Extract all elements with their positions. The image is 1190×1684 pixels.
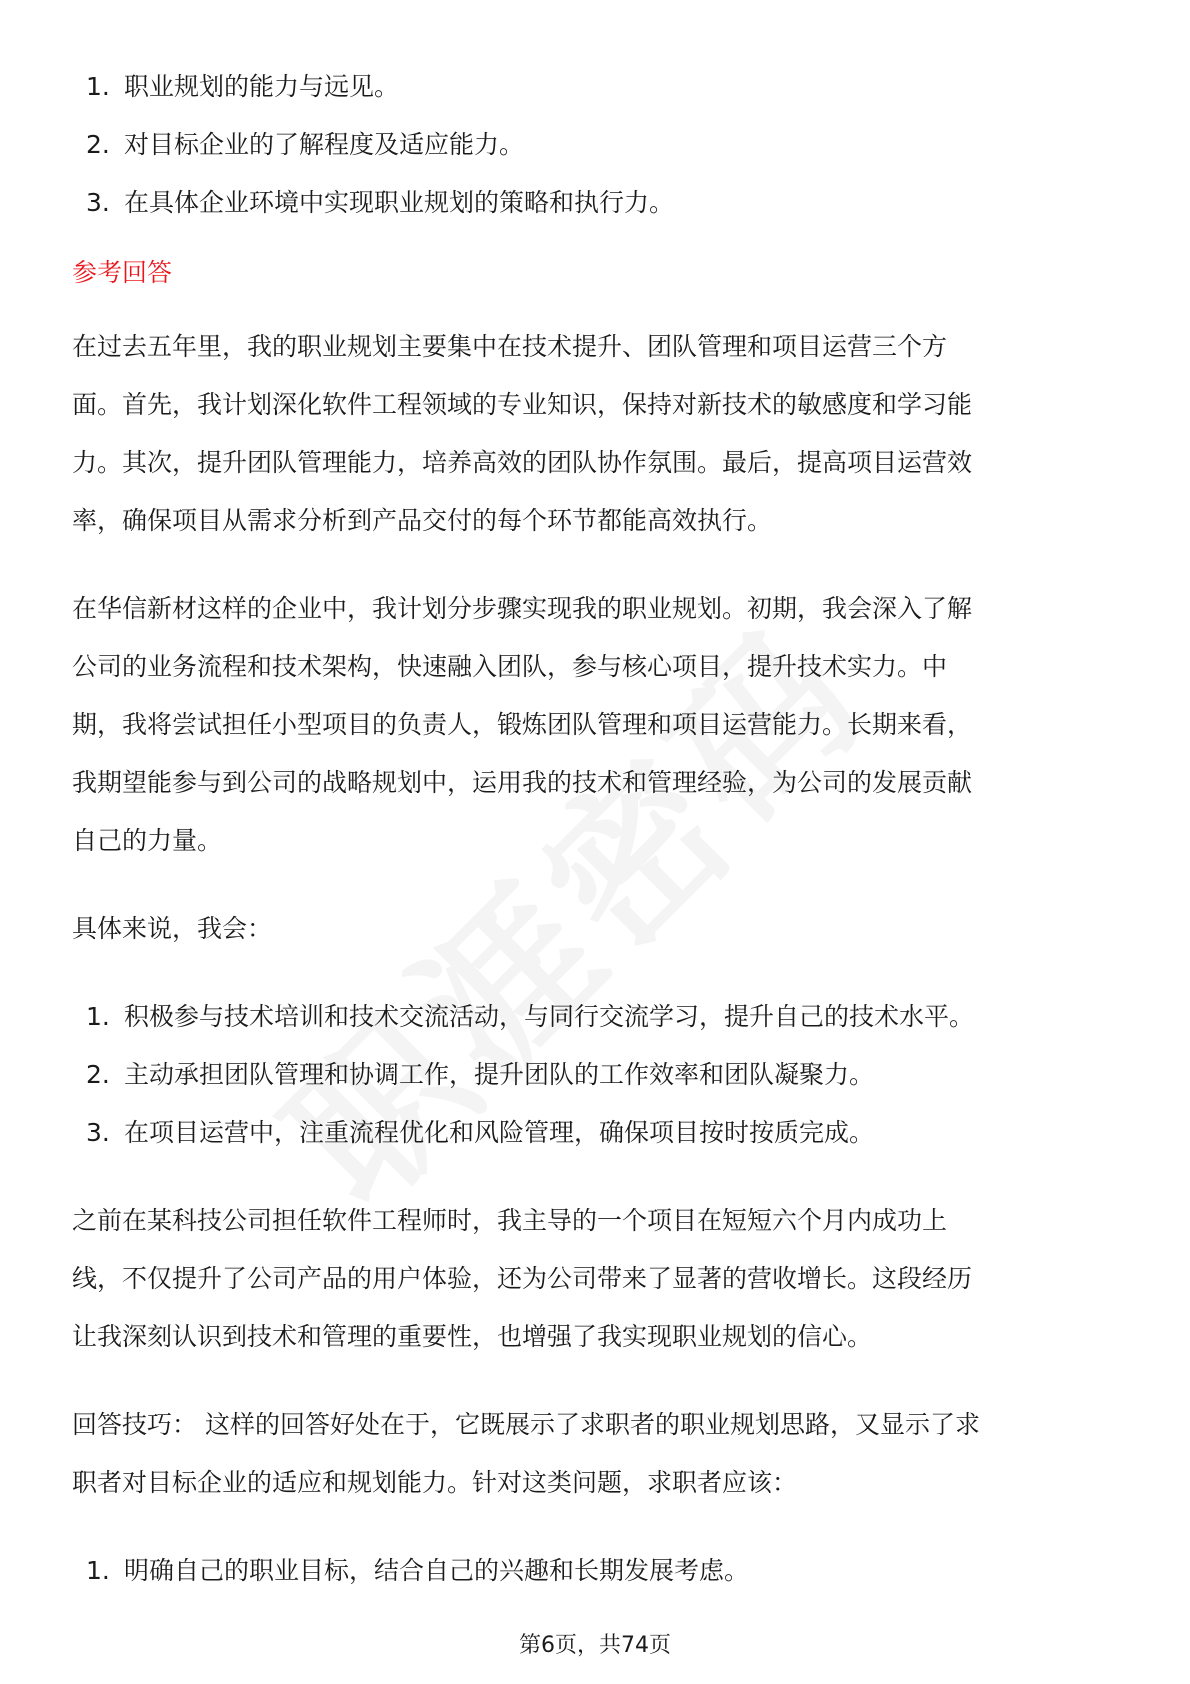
paragraph-line: 让我深刻认识到技术和管理的重要性，也增强了我实现职业规划的信心。 [72,1322,873,1351]
paragraph-line: 回答技巧： 这样的回答好处在于，它既展示了求职者的职业规划思路，又显示了求 [72,1410,980,1439]
list-item: 1. 明确自己的职业目标，结合自己的兴趣和长期发展考虑。 [86,1556,750,1585]
paragraph-line: 期，我将尝试担任小型项目的负责人，锻炼团队管理和项目运营能力。长期来看， [72,710,973,739]
paragraph-line: 线，不仅提升了公司产品的用户体验，还为公司带来了显著的营收增长。这段经历 [72,1264,973,1293]
paragraph-line: 自己的力量。 [72,826,223,855]
paragraph-line: 在华信新材这样的企业中，我计划分步骤实现我的职业规划。初期，我会深入了解 [72,594,973,623]
list-item: 1. 积极参与技术培训和技术交流活动，与同行交流学习，提升自己的技术水平。 [86,1002,975,1031]
list-item: 1. 职业规划的能力与远见。 [86,72,400,101]
paragraph-line: 之前在某科技公司担任软件工程师时，我主导的一个项目在短短六个月内成功上 [72,1206,948,1235]
paragraph-2 [72,580,1122,870]
paragraph-line: 职者对目标企业的适应和规划能力。针对这类问题，求职者应该： [72,1468,798,1497]
middle-list [72,988,1122,1162]
page-footer: 第6页，共74页 [519,1633,671,1658]
paragraph-3: 具体来说，我会： [72,914,273,943]
list-item: 3. 在具体企业环境中实现职业规划的策略和执行力。 [86,188,675,217]
paragraph-line: 力。其次，提升团队管理能力，培养高效的团队协作氛围。最后，提高项目运营效 [72,448,973,477]
paragraph-line: 率，确保项目从需求分析到产品交付的每个环节都能高效执行。 [72,506,773,535]
paragraph-4 [72,1192,1122,1366]
paragraph-1 [72,318,1122,550]
section-title: 参考回答 [72,258,173,287]
list-item: 2. 主动承担团队管理和协调工作，提升团队的工作效率和团队凝聚力。 [86,1060,875,1089]
paragraph-line: 面。首先，我计划深化软件工程领域的专业知识，保持对新技术的敏感度和学习能 [72,390,973,419]
paragraph-line: 我期望能参与到公司的战略规划中，运用我的技术和管理经验，为公司的发展贡献 [72,768,973,797]
paragraph-line: 在过去五年里，我的职业规划主要集中在技术提升、团队管理和项目运营三个方 [72,332,948,361]
page-content [72,58,1122,1600]
list-item: 2. 对目标企业的了解程度及适应能力。 [86,130,525,159]
top-list [72,58,1122,232]
paragraph-5 [72,1396,1122,1512]
paragraph-line: 公司的业务流程和技术架构，快速融入团队，参与核心项目，提升技术实力。中 [72,652,948,681]
bottom-list [72,1542,1122,1600]
list-item: 3. 在项目运营中，注重流程优化和风险管理，确保项目按时按质完成。 [86,1118,875,1147]
